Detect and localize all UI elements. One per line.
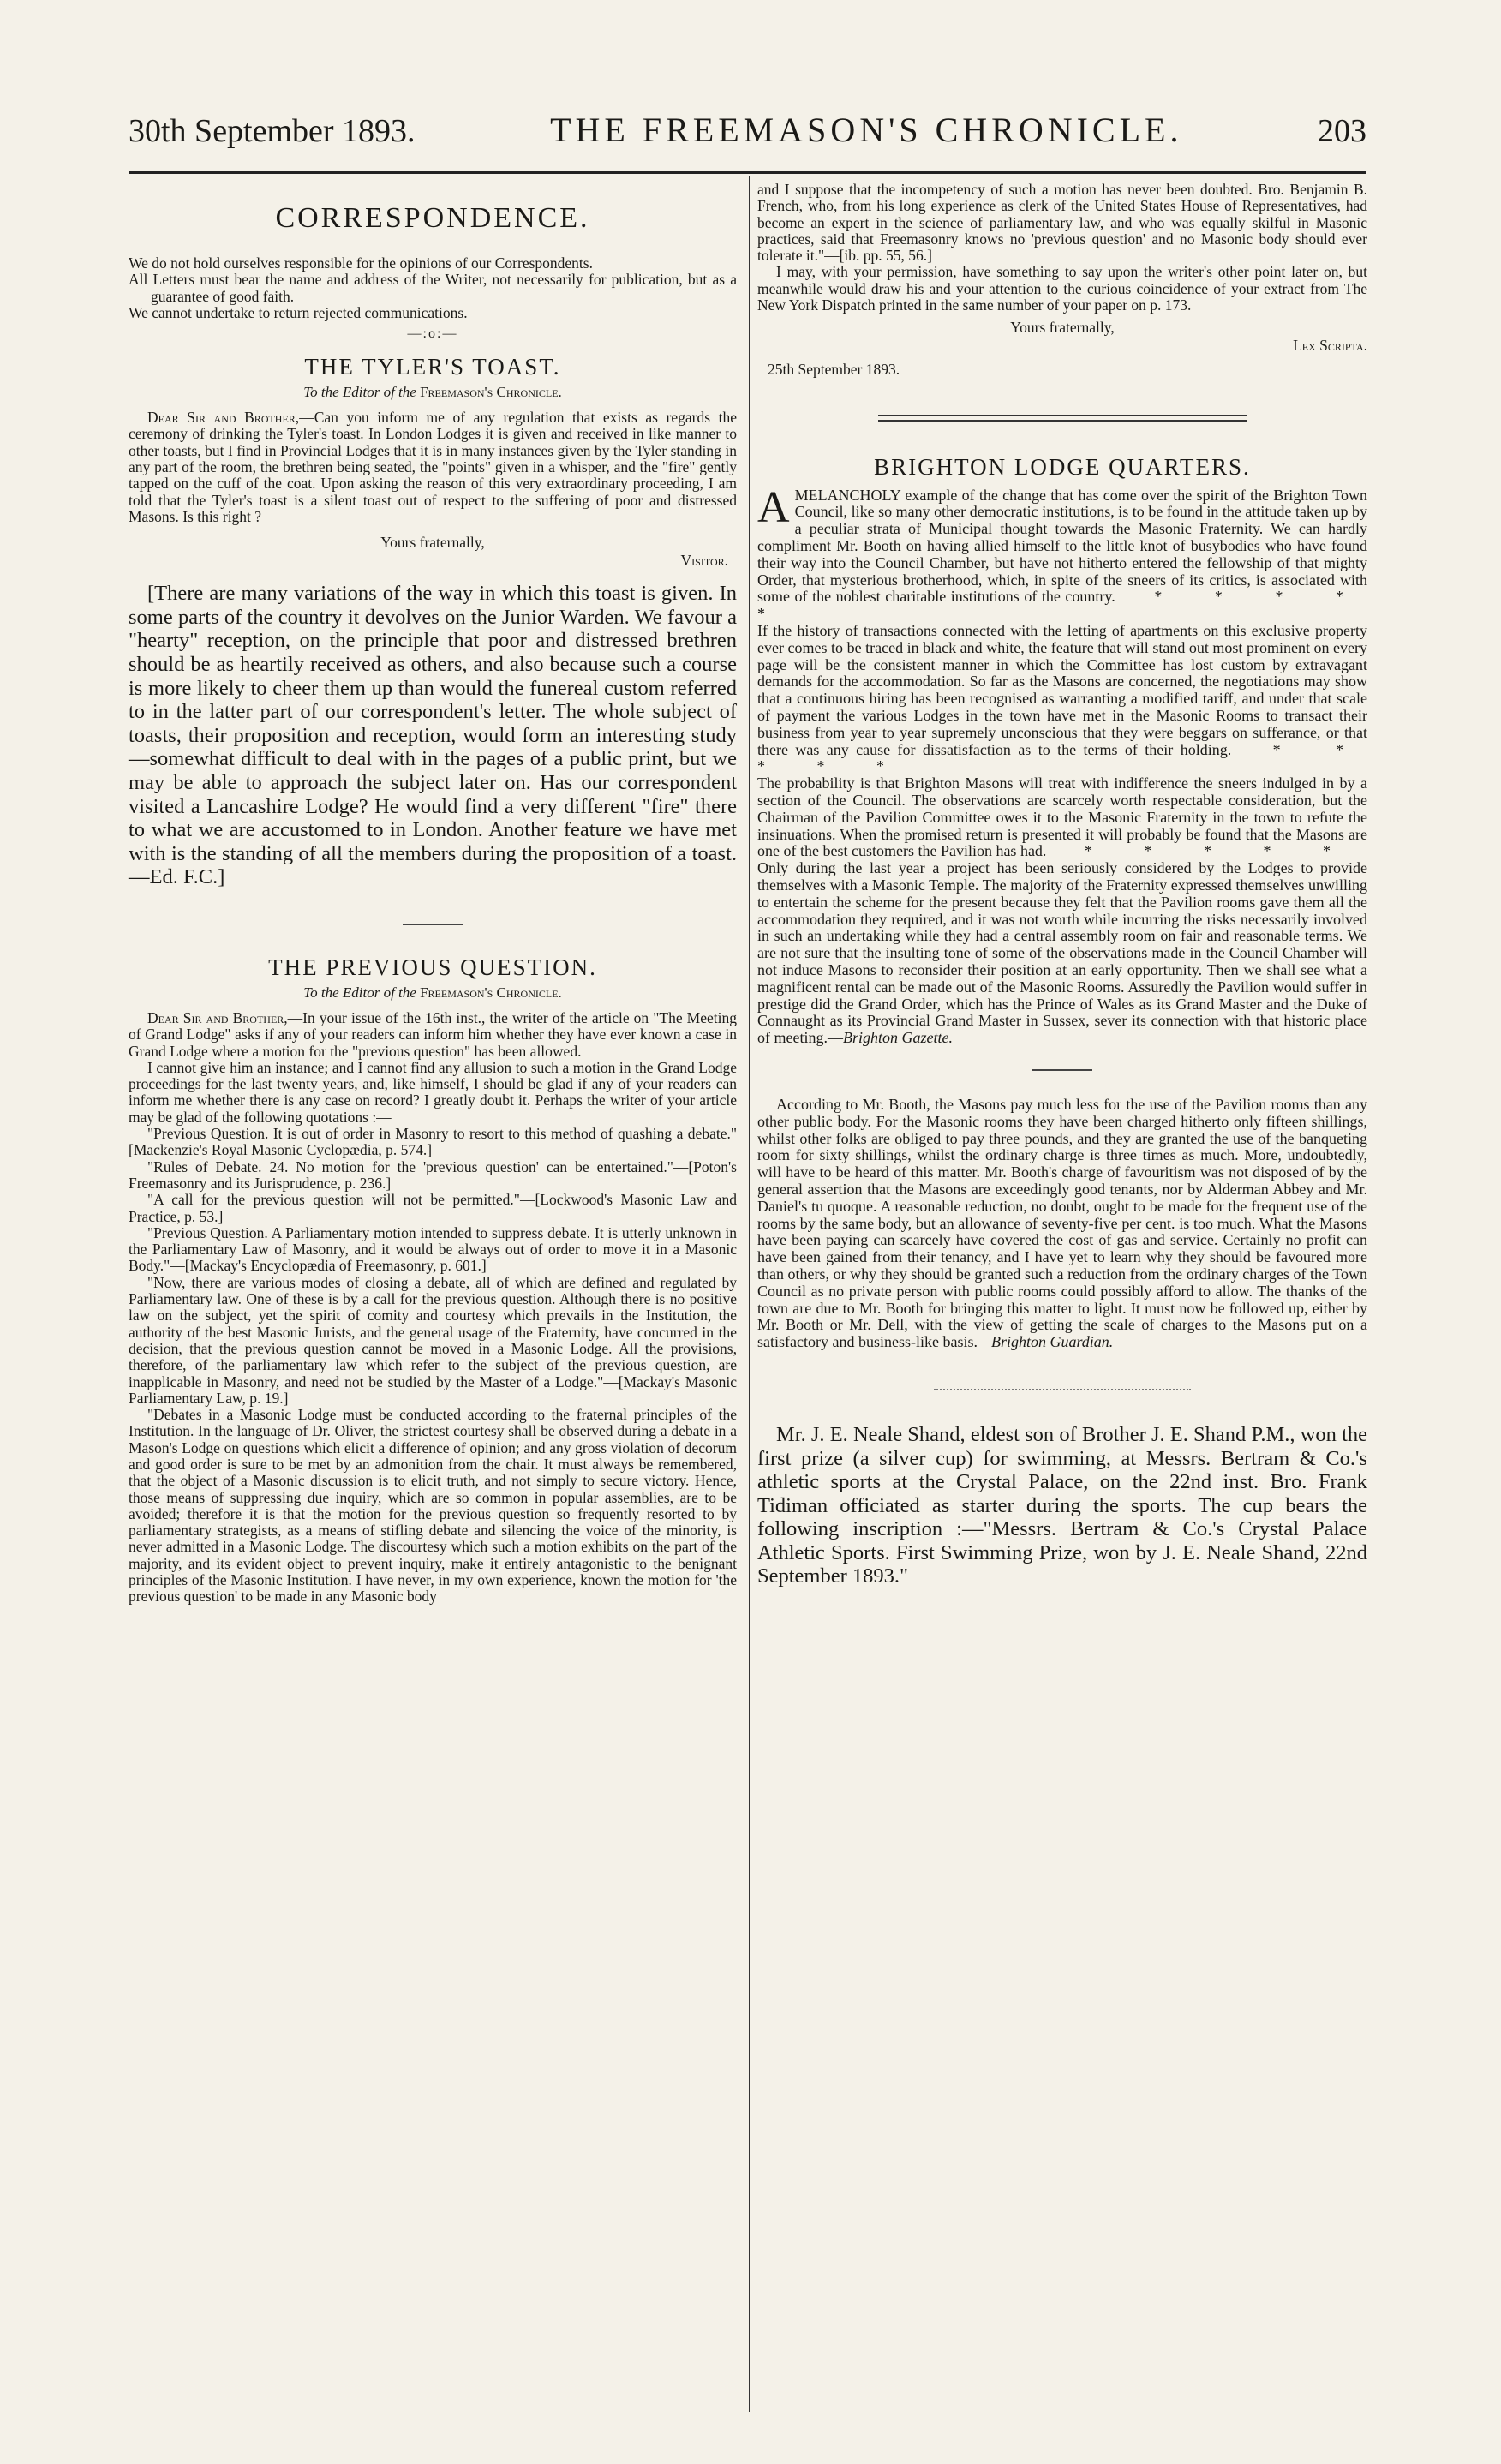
byline-prefix: To the Editor of the: [303, 384, 416, 401]
section-rule: [1032, 1069, 1092, 1071]
letter-closing: Yours fraternally,: [1010, 319, 1115, 337]
salutation: Dear Sir and Brother,: [147, 409, 300, 427]
brighton-paragraph: [757, 482, 1367, 623]
letter-body: —Can you inform me of any regulation that exists as regards the ceremony of drinking the Tyler's toast. In London Lodges it is given and received in like manner to other toasts, but I find in Provincial Lodges that it is in many instances given by the Tyler standing in any part of the room, the brethren being seated, the "points" given in a whisper, and the "fire" gently tapped on the cuff of the coat. Upon asking the reason of this very extraordinary proceeding, I am told that the Tyler's toast is a silent toast out of respect to the suffering of poor and distressed Masons. Is this right ?: [129, 409, 737, 525]
paragraph-text: MELANCHOLY example of the change that has come over the spirit of the Brighton Town Council, like so many other democratic institutions, is to be found in the attitude taken up by a peculiar strata of Municipal thought towards the Masonic Fraternity. We can hardly compliment Mr. Booth on having allied himself to the little knot of busybodies who have found their way into the Council Chamber, but have not hitherto entered the fellowship of that mighty Order, that mysterious brotherhood, which, in spite of the sneers of its critics, is associated with some of the noblest charitable institutions of the country.: [757, 486, 1367, 606]
quotation: "A call for the previous question will not be permitted."—[Lockwood's Masonic Law and Practice, p. 53.]: [129, 1191, 737, 1225]
asterism: * * * * *: [757, 588, 1367, 623]
letter-paragraph: [129, 1010, 737, 1060]
guardian-paragraph: [757, 1097, 1367, 1351]
brighton-paragraph: [757, 775, 1367, 860]
quotation: "Debates in a Masonic Lodge must be conducted according to the fraternal principles of the Institution. In the language of Dr. Oliver, the strictest courtesy shall be observed during a debate in a Mason's Lodge on questions which elicit a difference of opinion; and any gross violation of decorum and good order is sure to be met by an admonition from the chair. It must always be remembered, that the object of a Masonic discussion is to elicit truth, and not simply to secure victory. Hence, those means of suppressing due inquiry, which are so common in popular assemblies, are to be avoided; therefore it is that the motion for the previous question so frequently resorted to by parliamentary strategists, as a means of stifling debate and silencing the voice of the minority, is never admitted in a Masonic Lodge. The discourtesy which such a motion exhibits on the part of the majority, and its evident object to prevent inquiry, make it entirely antagonistic to the benignant principles of the Masonic Institution. I have never, in my own experience, known the motion for 'the previous question' to be made in any Masonic body: [129, 1406, 737, 1606]
asterism: * * * * *: [757, 740, 1368, 775]
tylers-toast-letter: [129, 410, 737, 525]
section-separator: —:o:—: [407, 326, 458, 342]
quotation: "Previous Question. A Parliamentary motion intended to suppress debate. It is utterly unknown in the Parliamentary Law of Masonry, and it would be always out of order to move it in a Masonic Body."—[Mackay's Encyclopædia of Freemasonry, p. 601.]: [129, 1223, 737, 1275]
source-credit: —Brighton Guardian.: [977, 1333, 1114, 1351]
notice-item: All Letters must bear the name and address of the Writer, not necessarily for publication, but as a guarantee of good faith.: [129, 271, 737, 305]
shand-notice: Mr. J. E. Neale Shand, eldest son of Brother J. E. Shand P.M., won the first prize (a silver cup) for swimming, at Messrs. Bertram & Co.'s athletic sports at the Crystal Palace, on the 22nd inst. Bro. Frank Tidiman officiated as starter during the sports. The cup bears the following inscription :—"Messrs. Bertram & Co.'s Crystal Palace Athletic Sports. First Swimming Prize, won by J. E. Neale Shand, 22nd September 1893.": [757, 1422, 1367, 1588]
letter-byline: [129, 984, 737, 1002]
header-rule: [129, 171, 1366, 174]
page-number: 203: [1317, 113, 1366, 149]
issue-date: 30th September 1893.: [129, 113, 416, 149]
page-header: [129, 110, 1366, 161]
brighton-paragraph: [757, 860, 1367, 1047]
letter-paragraph: I may, with your permission, have something to say upon the writer's other point later on, but meanwhile would draw his and your attention to the curious coincidence of your extract from The New York Dispatch printed in the same number of your paper on p. 173.: [757, 263, 1367, 314]
drop-cap: A: [757, 482, 790, 532]
paragraph-text: Only during the last year a project has been seriously considered by the Lodges to provide themselves with a Masonic Temple. The majority of the Fraternity expressed themselves unwilling to entertain the scheme for the present because they felt that the Pavilion rooms gave them all the accommodation they required, and it was not worth while incurring the risks necessarily involved in such an undertaking while they had a central assembly room on fair and reasonable terms. We are not sure that the insulting tone of some of the observations made in the Council Chamber will not induce Masons to reconsider their position at an early opportunity. Then we shall see what a magnificent rental can be made out of the Masonic Rooms. Assuredly the Pavilion would suffer in prestige did the Grand Order, which has the Prince of Wales as its Grand Master and the Duke of Connaught as its Provincial Grand Master in Sussex, sever its connection with that historic place of meeting.—: [757, 859, 1367, 1047]
letter-closing: Yours fraternally,: [380, 534, 485, 552]
letter-byline: [129, 384, 737, 401]
section-rule: [934, 1389, 1191, 1390]
quotation: "Rules of Debate. 24. No motion for the 'previous question' can be entertained."—[Poton's Freemasonry and its Jurisprudence, p. 236.]: [129, 1157, 737, 1192]
column-divider: [749, 176, 750, 2412]
quotation: "Previous Question. It is out of order in Masonry to resort to this method of quashing a debate." [Mackenzie's Royal Masonic Cyclopædia, p. 574.]: [129, 1125, 737, 1159]
notice-item: We do not hold ourselves responsible for the opinions of our Correspondents.: [129, 254, 593, 272]
quotation-continued: and I suppose that the incompetency of such a motion has never been doubted. Bro. Benjamin B. French, who, from his long experience as clerk of the United States House of Representatives, had become an expert in the science of parliamentary law, and who was equally skilful in Masonic practices, said that Freemasonry knows no 'previous question' and no Masonic body should ever tolerate it."—[ib. pp. 55, 56.]: [757, 181, 1367, 265]
letter-signature: Visitor.: [680, 552, 728, 570]
source-credit: Brighton Gazette.: [842, 1029, 953, 1047]
paragraph-text: According to Mr. Booth, the Masons pay much less for the use of the Pavilion rooms than any other public body. For the Masonic rooms they have been charged hitherto only fifteen shillings, whilst other folks are obliged to pay three pounds, and they are granted the use of the banqueting room for sixty shillings, whilst the ordinary charge is three times as much. More, undoubtedly, will have to be heard of this matter. Mr. Booth's charge of favouritism was not disposed of by the general assertion that the Masons are exceedingly good tenants, nor by Alderman Abbey and Mr. Daniel's tu quoque. A reasonable reduction, no doubt, ought to be made for the frequent use of the rooms by the same body, but an allowance of seventy-five per cent. is too much. What the Masons have been paying can scarcely have covered the cost of gas and service. Certainly no profit can have been gained from their tenancy, and I have yet to learn why they should be favoured more than others, or why they should be granted such a reduction from the ordinary charges of the Town Council as no private person with public rooms could possibly afford to allow. The thanks of the town are due to Mr. Booth for bringing this matter to light. It must now be followed up, either by Mr. Booth or Mr. Dell, with the view of getting the scale of charges to the Masons put on a satisfactory and business-like basis.: [757, 1095, 1367, 1351]
letter-body: —In your issue of the 16th inst., the writer of the article on "The Meeting of Grand Lodge" asks if any of your readers can inform him whether they have ever known a case in Grand Lodge where a motion for the "previous question" has been allowed.: [129, 1008, 738, 1060]
letter-paragraph: I cannot give him an instance; and I cannot find any allusion to such a motion in the Grand Lodge proceedings for the last twenty years, and, like himself, I should be glad if any of your readers can inform me whether there is any case on record? I greatly doubt it. Perhaps the writer of your article may be glad of the following quotations :—: [129, 1058, 737, 1126]
right-column: [757, 182, 1367, 1588]
section-rule: [878, 415, 1247, 422]
letter-signature: Lex Scripta.: [1293, 337, 1367, 355]
section-rule: [403, 924, 463, 925]
correspondence-heading: CORRESPONDENCE.: [275, 202, 590, 234]
quotation: "Now, there are various modes of closing a debate, all of which are defined and regulated by Parliamentary law. One of these is by a call for the previous question. Although there is no positive law on the subject, yet the spirit of comity and courtesy which prevails in the Institution, the authority of the best Masonic Jurists, and the general usage of the Fraternity, have concurred in the decision, that the previous question cannot be moved in a Masonic Lodge. All the provisions, therefore, of the parliamentary law which refer to the subject of the previous question, are inapplicable in Masonry, and need not be studied by the Master of a Lodge."—[Mackay's Masonic Parliamentary Law, p. 19.]: [129, 1273, 737, 1407]
salutation: Dear Sir and Brother,: [147, 1008, 288, 1026]
publication-title: THE FREEMASON'S CHRONICLE.: [550, 111, 1183, 149]
byline-prefix: To the Editor of the: [303, 984, 416, 1001]
paragraph-text: The probability is that Brighton Masons will treat with indifference the sneers indulged in by a section of the Council. The observations are scarcely worth respectable consideration, but the Chairman of the Pavilion Committee owes it to the Masonic Fraternity in the town to refute the insinuations. When the promised return is presented it will probably be found that the Masons are one of the best customers the Pavilion has had.: [757, 774, 1367, 860]
previous-question-heading: THE PREVIOUS QUESTION.: [268, 954, 597, 980]
tylers-toast-heading: THE TYLER'S TOAST.: [304, 354, 561, 380]
left-column: [129, 182, 737, 1606]
byline-paper: Freemason's Chronicle.: [420, 984, 562, 1001]
notice-item: We cannot undertake to return rejected communications.: [129, 303, 468, 321]
byline-paper: Freemason's Chronicle.: [420, 384, 562, 401]
asterism: * * * * *: [1084, 842, 1354, 860]
letter-date: 25th September 1893.: [768, 361, 900, 379]
brighton-paragraph: [757, 623, 1367, 775]
brighton-heading: BRIGHTON LODGE QUARTERS.: [874, 453, 1251, 480]
editor-reply: [There are many variations of the way in which this toast is given. In some parts of the country it devolves on the Junior Warden. We favour a "hearty" reception, on the principle that poor and distressed brethren should be as heartily received as others, and also because such a course is more likely to cheer them up than would the funereal custom referred to in the latter part of our correspondent's letter. The whole subject of toasts, their proposition and reception, would form an interesting study—somewhat difficult to deal with in the pages of a public print, but we may be able to approach the subject later on. Has our correspondent visited a Lancashire Lodge? He would find a very different "fire" there to what we are accustomed to in London. Another feature we have met with is the standing of all the members during the proposition of a toast.—Ed. F.C.]: [129, 582, 737, 889]
paragraph-text: If the history of transactions connected with the letting of apartments on this exclusive property ever comes to be traced in black and white, the feature that will stand out most prominent on every page will be the consistent manner in which the Committee has lost custom by extravagant demands for the accommodation. So far as the Masons are concerned, the negotiations may show that a continuous hiring has been recognised as warranting a modified tariff, and under that scale of payment the various Lodges in the town have met in the Masonic Rooms to transact their business from year to year supremely unconscious that they were beggars on sufferance, or that there was any cause for dissatisfaction as to the terms of their holding.: [757, 622, 1367, 758]
